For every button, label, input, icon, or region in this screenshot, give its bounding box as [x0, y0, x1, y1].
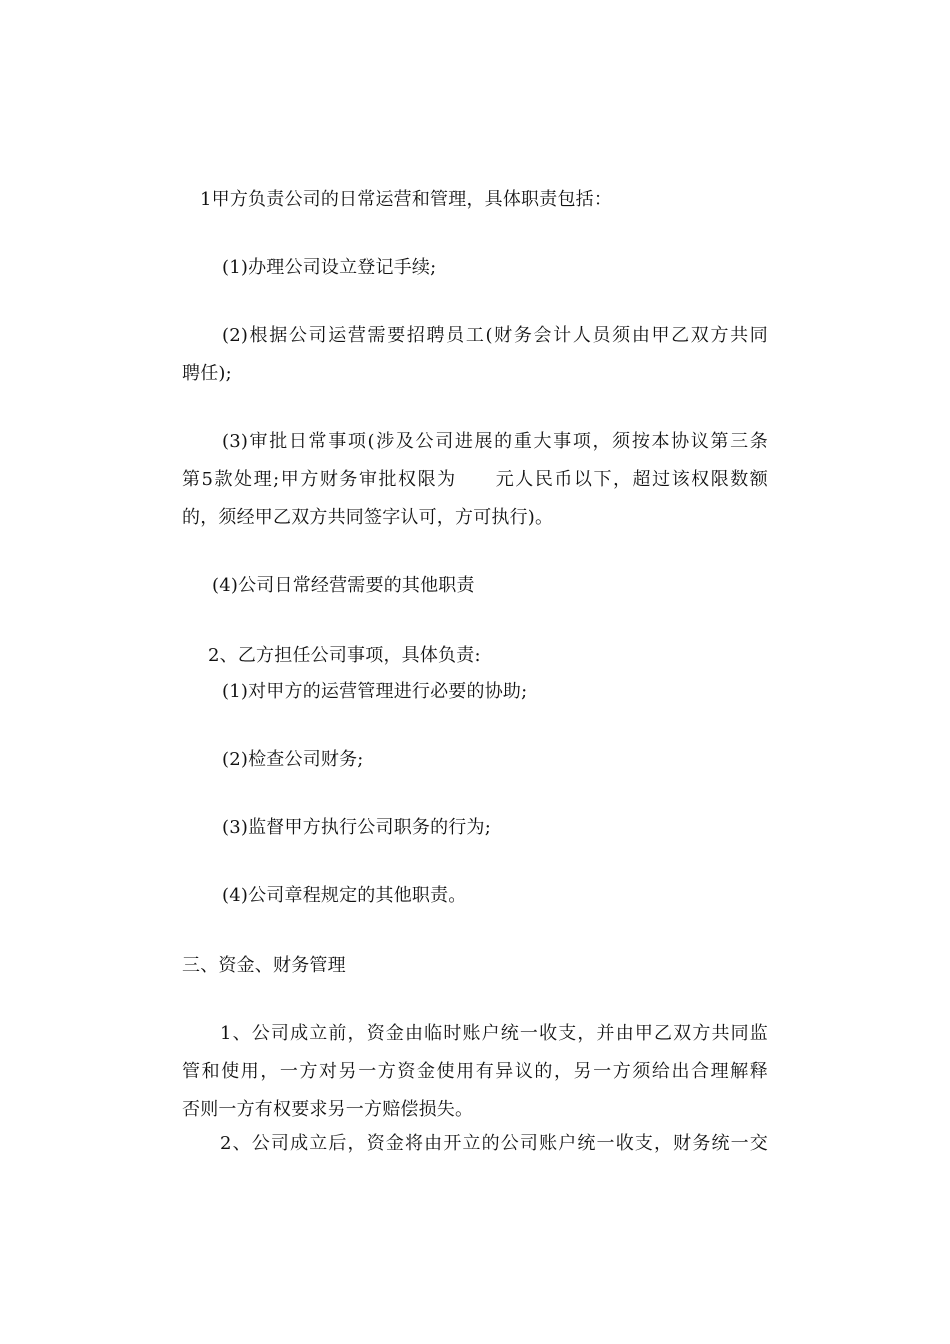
clause-2-item-2: (2)检查公司财务; — [222, 749, 364, 770]
clause-1-item-1: (1)办理公司设立登记手续; — [222, 257, 437, 278]
section-3-para-1-line-1: 1、公司成立前，资金由临时账户统一收支，并由甲乙双方共同监 — [220, 1023, 768, 1044]
clause-1-item-3-line-3: 的，须经甲乙双方共同签字认可，方可执行)。 — [182, 507, 554, 528]
clause-1-item-2-line-2: 聘任); — [182, 363, 232, 384]
clause-1-item-3-line-1: (3)审批日常事项(涉及公司进展的重大事项，须按本协议第三条 — [222, 431, 768, 452]
clause-1-item-4: (4)公司日常经营需要的其他职责 — [212, 575, 475, 596]
section-3-para-2-line-1: 2、公司成立后，资金将由开立的公司账户统一收支，财务统一交 — [220, 1133, 768, 1154]
section-3-heading: 三、资金、财务管理 — [182, 955, 346, 976]
clause-2-item-3: (3)监督甲方执行公司职务的行为; — [222, 817, 491, 838]
clause-1-heading: 1甲方负责公司的日常运营和管理，具体职责包括： — [200, 189, 613, 210]
section-3-para-1-line-3: 否则一方有权要求另一方赔偿损失。 — [182, 1099, 474, 1120]
clause-2-heading: 2、乙方担任公司事项，具体负责: — [208, 645, 481, 666]
clause-2-item-1: (1)对甲方的运营管理进行必要的协助; — [222, 681, 528, 702]
clause-1-item-3-line-2: 第5款处理;甲方财务审批权限为 元人民币以下，超过该权限数额 — [182, 469, 768, 490]
clause-1-item-2-line-1: (2)根据公司运营需要招聘员工(财务会计人员须由甲乙双方共同 — [222, 325, 768, 346]
clause-2-item-4: (4)公司章程规定的其他职责。 — [222, 885, 467, 906]
section-3-para-1-line-2: 管和使用，一方对另一方资金使用有异议的，另一方须给出合理解释 — [182, 1061, 768, 1082]
